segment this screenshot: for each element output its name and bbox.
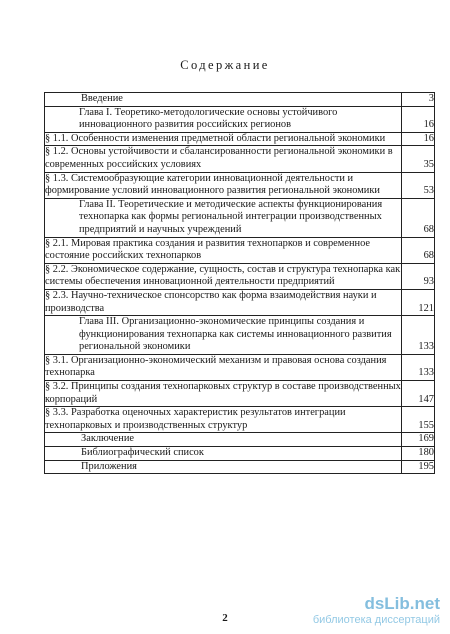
toc-entry-page: 68 [402,198,435,237]
toc-row [45,172,435,198]
toc-entry-page: 93 [402,263,435,289]
toc-entry-page: 16 [402,132,435,146]
toc-entry-title: Глава I. Теоретико-методологические основы устойчивого инновационного развития российских регионов [45,106,402,132]
watermark-subtitle: библиотека диссертаций [312,614,440,626]
toc-entry-page: 3 [402,93,435,107]
toc-entry-title: Глава III. Организационно-экономические принципы создания и функционирования технопарка как системы инновационного развития региональной экономики [45,316,402,355]
toc-row [45,381,435,407]
toc-entry-title: § 3.3. Разработка оценочных характеристик результатов интеграции технопарковых и производственных структур [45,407,402,433]
toc-row [45,198,435,237]
toc-entry-page: 133 [402,354,435,380]
toc-entry-title: Глава II. Теоретические и методические аспекты функционирования технопарка как формы региональной интеграции производственных предприятий и научных учреждений [45,198,402,237]
toc-entry-page: 180 [402,447,435,461]
toc-entry-title: § 3.1. Организационно-экономический механизм и правовая основа создания технопарка [45,354,402,380]
toc-entry-title: § 3.2. Принципы создания технопарковых структур в составе производственных корпораций [45,381,402,407]
toc-entry-title: § 1.3. Системообразующие категории инновационной деятельности и формирование условий инновационного развития региональной экономики [45,172,402,198]
toc-row [45,407,435,433]
toc-row [45,263,435,289]
toc-entry-title: § 2.3. Научно-техническое спонсорство как форма взаимодействия науки и производства [45,289,402,315]
toc-entry-title: § 2.1. Мировая практика создания и развития технопарков и современное состояние российских технопарков [45,237,402,263]
toc-row [45,106,435,132]
toc-entry-page: 16 [402,106,435,132]
toc-row [45,447,435,461]
toc-entry-page: 195 [402,460,435,474]
toc-entry-title: § 2.2. Экономическое содержание, сущность, состав и структура технопарка как системы обеспечения инновационной деятельности предприятий [45,263,402,289]
toc-row [45,237,435,263]
page-number: 2 [222,612,228,624]
toc-entry-title: § 1.1. Особенности изменения предметной области региональной экономики [45,132,402,146]
toc-entry-page: 68 [402,237,435,263]
watermark [210,594,440,628]
toc-row [45,146,435,172]
toc-entry-title: Заключение [45,433,402,447]
toc-row [45,289,435,315]
watermark-logo: dsLib.net [364,594,440,613]
toc-row [45,354,435,380]
toc-entry-page: 121 [402,289,435,315]
toc-row [45,460,435,474]
toc-row [45,132,435,146]
toc-entry-page: 53 [402,172,435,198]
toc-table [44,92,435,474]
toc-entry-page: 35 [402,146,435,172]
toc-row [45,433,435,447]
toc-row [45,93,435,107]
toc-entry-page: 169 [402,433,435,447]
toc-entry-title: Введение [45,93,402,107]
toc-entry-page: 155 [402,407,435,433]
toc-row [45,316,435,355]
toc-entry-page: 133 [402,316,435,355]
toc-entry-title: Приложения [45,460,402,474]
toc-entry-title: Библиографический список [45,447,402,461]
page-title: Содержание [180,58,270,72]
toc-entry-page: 147 [402,381,435,407]
toc-entry-title: § 1.2. Основы устойчивости и сбалансированности региональной экономики в современных российских условиях [45,146,402,172]
